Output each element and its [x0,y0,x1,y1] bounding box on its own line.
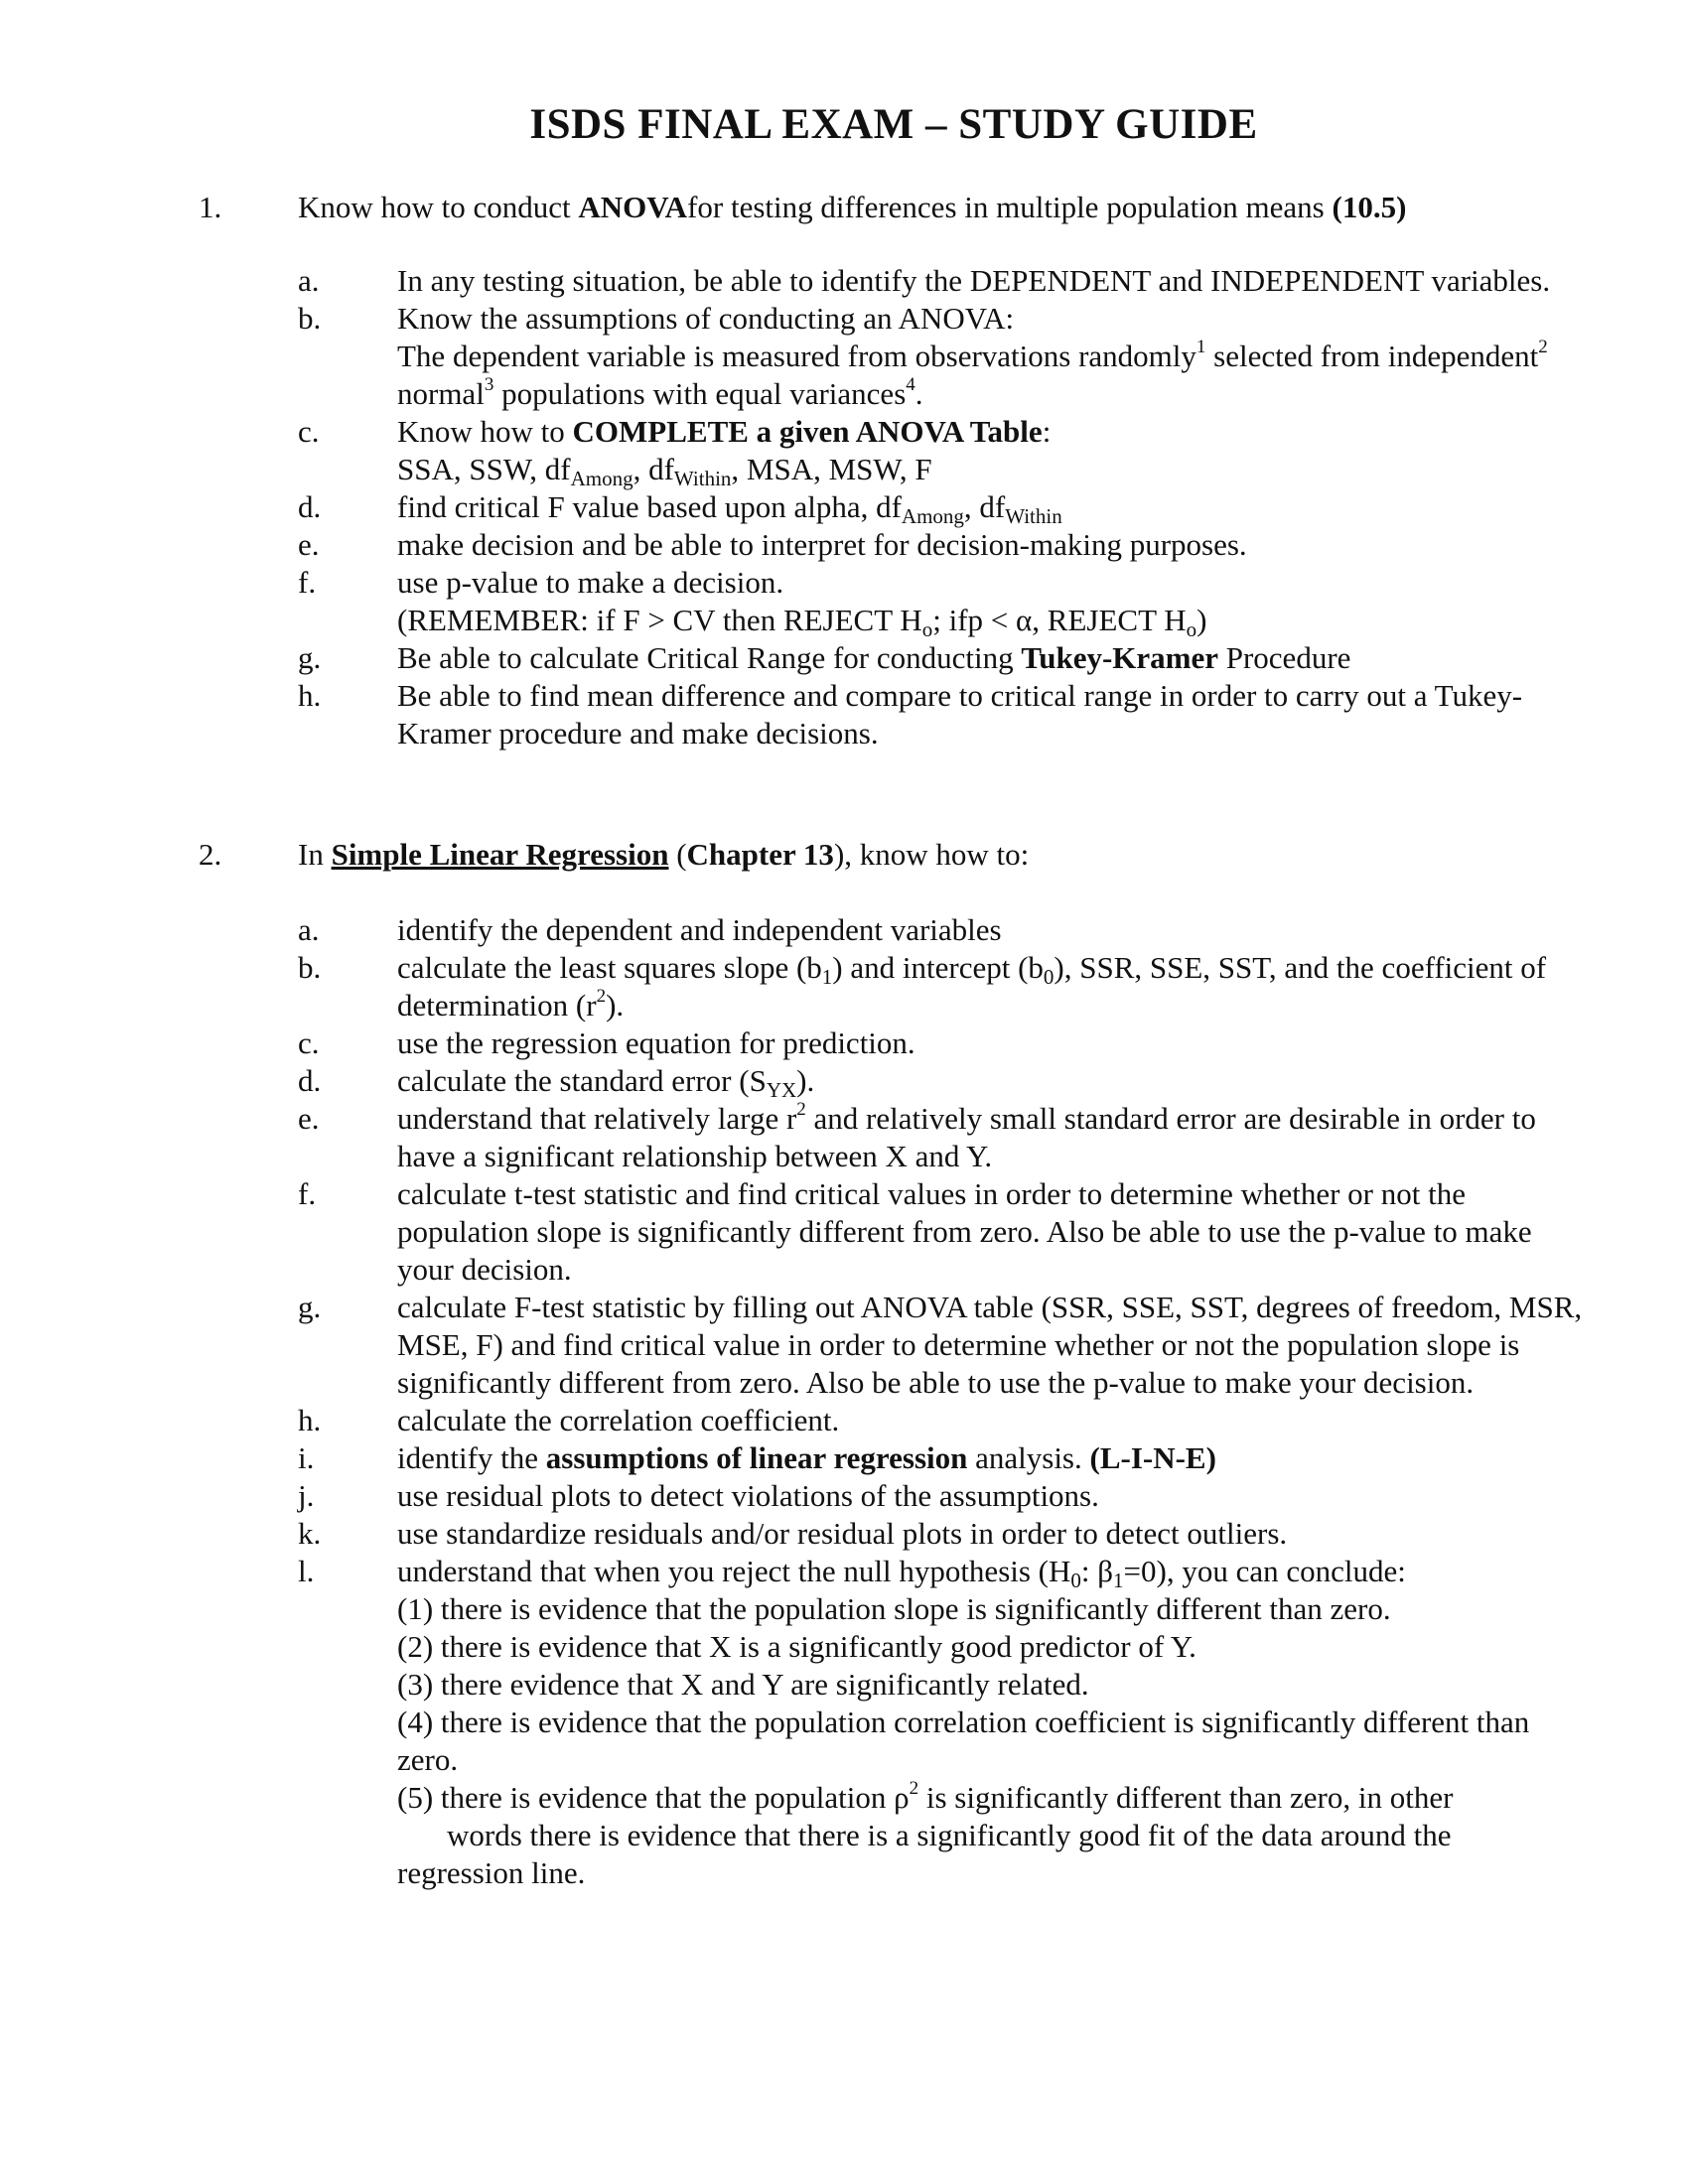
list-item: k. use standardize residuals and/or residual plots in order to detect outliers. [298,1516,1288,1551]
list-item: l. understand that when you reject the null hypothesis ($H_0$: $\beta_1=0$), you can conclude: (1) there is evidence that the population slope is significantly different than zero. (2) there is evidence that X is a significantly good predictor of Y. (3) there evidence that X and Y are significantly related. (4) there is evidence that the population correlation coefficient is significantly different than zero. (5) there is evidence that the population $\rho^2$ is significantly different than zero, in other words there is evidence that there is a significantly good fit of the data around the regression line. [298,1554,1530,1890]
section-2-number: 2. [199,837,222,872]
list-item: e. understand that relatively large $r^2$ and relatively small standard error are desirable in order to have a significant relationship between X and Y. [298,1099,1536,1173]
list-item: a. In any testing situation, be able to identify the DEPENDENT and INDEPENDENT variables. [298,263,1551,298]
list-item: h. Be able to find mean difference and compare to critical range in order to carry out a Tukey-Kramer procedure and make decisions. [298,678,1523,751]
list-item: f. calculate t-test statistic and find critical values in order to determine whether or not the population slope is significantly different from zero. Also be able to use the p-value to make your decision. [298,1176,1532,1287]
list-item: c. Know how to COMPLETE a given ANOVA Table: SSA, SSW, $df_{Among}$, $df_{Within}$, MSA, MSW, F [298,414,1052,490]
list-item: j. use residual plots to detect violations of the assumptions. [298,1478,1099,1513]
list-item: c. use the regression equation for prediction. [298,1025,915,1060]
section-1-items [298,262,1589,752]
section-1-number: 1. [199,190,222,224]
section-2-heading: In Simple Linear Regression (Chapter 13), know how to: [298,837,1030,872]
list-item: b. calculate the least squares slope $(b_1)$ and intercept $(b_0)$, SSR, SSE, SST, and the coefficient of determination $(r^2)$. [298,950,1547,1023]
section-2-items [298,911,1589,1892]
list-item: e. make decision and be able to interpret for decision-making purposes. [298,527,1247,562]
list-item: g. calculate F-test statistic by filling out ANOVA table (SSR, SSE, SST, degrees of freedom, MSR, MSE, F) and find critical value in order to determine whether or not the population slope is significantly different from zero. Also be able to use the p-value to make your decision. [298,1290,1583,1400]
list-item: h. calculate the correlation coefficient. [298,1403,840,1437]
list-item: i. identify the assumptions of linear regression analysis. (L-I-N-E) [298,1440,1216,1475]
section-1-heading: Know how to conduct ANOVAfor testing differences in multiple population means (10.5) [298,190,1407,224]
list-item: a. identify the dependent and independent variables [298,912,1002,947]
list-item: g. Be able to calculate Critical Range for conducting Tukey-Kramer Procedure [298,640,1351,675]
page-title: ISDS FINAL EXAM – STUDY GUIDE [529,101,1258,148]
list-item: f. use p-value to make a decision. (REMEMBER: if F > CV then REJECT $H_o$; ifp < α, REJECT $H_o$) [298,565,1207,641]
list-item: b. Know the assumptions of conducting an ANOVA: The dependent variable is measured from observations randomly$^1$ selected from independent$^2$ normal$^3$ populations with equal variances$^4$. [298,301,1548,411]
list-item: d. find critical F value based upon alpha, $df_{Among}$, $df_{Within}$ [298,489,1062,528]
list-item: d. calculate the standard error $(S_{YX})$. [298,1063,815,1102]
